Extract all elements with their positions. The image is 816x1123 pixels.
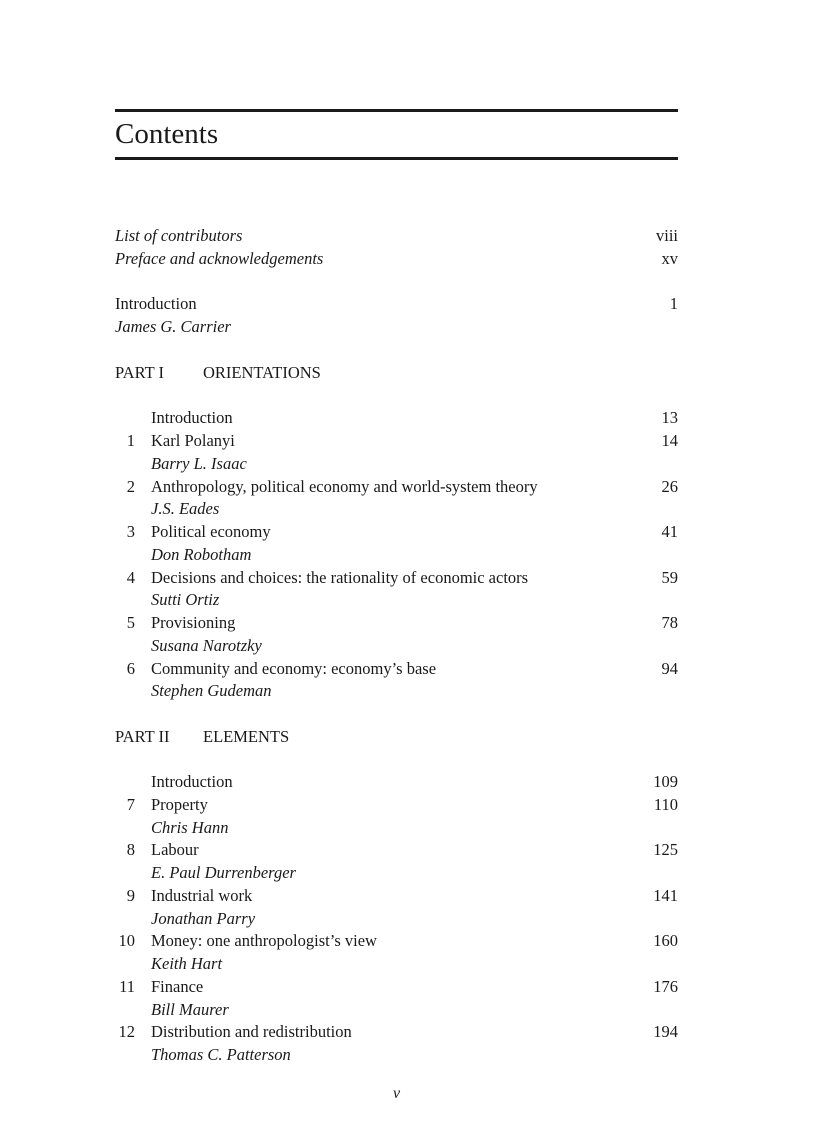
chapter-author: Keith Hart xyxy=(151,954,223,973)
entry-page: xv xyxy=(661,249,678,268)
chapter-number: 5 xyxy=(126,613,135,632)
page-number-folio: v xyxy=(392,1085,401,1102)
chapter-page: 160 xyxy=(653,931,678,950)
chapter-author: Jonathan Parry xyxy=(151,909,256,928)
toc-entry-chapter-6[interactable] xyxy=(115,657,678,680)
chapter-author-line xyxy=(115,816,678,839)
chapter-author-line xyxy=(115,452,678,475)
chapter-title: Decisions and choices: the rationality of economic actors xyxy=(151,568,529,587)
chapter-number: 6 xyxy=(126,659,135,678)
chapter-author: Sutti Ortiz xyxy=(151,590,220,609)
chapter-page: 194 xyxy=(653,1022,678,1041)
chapter-author-line xyxy=(115,998,678,1021)
toc-entry-preface[interactable] xyxy=(115,247,678,270)
chapter-author-line xyxy=(115,907,678,930)
toc-entry-chapter-3[interactable] xyxy=(115,520,678,543)
chapter-author: Barry L. Isaac xyxy=(151,454,247,473)
chapter-author: Chris Hann xyxy=(151,818,229,837)
toc-entry-chapter-2[interactable] xyxy=(115,475,678,498)
toc-entry-part2-introduction[interactable] xyxy=(115,770,678,793)
page-title: Contents xyxy=(115,118,219,150)
part-label: PART I xyxy=(115,363,164,382)
toc-entry-author xyxy=(115,315,678,338)
chapter-number: 1 xyxy=(126,431,135,450)
chapter-page: 41 xyxy=(661,522,678,541)
toc-entry-chapter-4[interactable] xyxy=(115,566,678,589)
chapter-title: Karl Polanyi xyxy=(151,431,235,450)
part-label: PART II xyxy=(115,727,170,746)
chapter-title: Political economy xyxy=(151,522,271,541)
toc-entry-chapter-7[interactable] xyxy=(115,793,678,816)
chapter-author-line xyxy=(115,588,678,611)
entry-page: 1 xyxy=(669,294,678,313)
chapter-number: 11 xyxy=(119,977,135,996)
chapter-author-line xyxy=(115,497,678,520)
toc-entry-chapter-10[interactable] xyxy=(115,929,678,952)
chapter-number: 2 xyxy=(126,477,135,496)
toc-entry-chapter-12[interactable] xyxy=(115,1020,678,1043)
entry-page: 13 xyxy=(661,408,678,427)
chapter-author-line xyxy=(115,861,678,884)
chapter-title: Distribution and redistribution xyxy=(151,1022,352,1041)
chapter-number: 8 xyxy=(126,840,135,859)
toc-entry-chapter-9[interactable] xyxy=(115,884,678,907)
chapter-page: 125 xyxy=(653,840,678,859)
chapter-author-line xyxy=(115,1043,678,1066)
chapter-author: E. Paul Durrenberger xyxy=(151,863,296,882)
toc-entry-chapter-5[interactable] xyxy=(115,611,678,634)
chapter-author: Stephen Gudeman xyxy=(151,681,272,700)
chapter-title: Community and economy: economy’s base xyxy=(151,659,437,678)
entry-title: Introduction xyxy=(151,408,233,427)
chapter-number: 9 xyxy=(126,886,135,905)
chapter-author-line xyxy=(115,952,678,975)
chapter-page: 26 xyxy=(661,477,678,496)
entry-title: Introduction xyxy=(151,772,233,791)
chapter-number: 10 xyxy=(118,931,135,950)
chapter-page: 78 xyxy=(661,613,678,632)
part-title: ELEMENTS xyxy=(203,727,290,746)
entry-page: 109 xyxy=(653,772,678,791)
chapter-title: Anthropology, political economy and world-system theory xyxy=(151,477,538,496)
chapter-page: 14 xyxy=(661,431,678,450)
chapter-author: Bill Maurer xyxy=(151,1000,229,1019)
chapter-title: Provisioning xyxy=(151,613,236,632)
entry-page: viii xyxy=(655,226,678,245)
chapter-title: Labour xyxy=(151,840,199,859)
chapter-title: Property xyxy=(151,795,208,814)
toc-entry-introduction[interactable] xyxy=(115,292,678,315)
entry-title: List of contributors xyxy=(115,226,243,245)
chapter-number: 7 xyxy=(126,795,135,814)
chapter-author-line xyxy=(115,634,678,657)
chapter-author-line xyxy=(115,543,678,566)
chapter-page: 94 xyxy=(661,659,678,678)
chapter-page: 110 xyxy=(653,795,678,814)
title-rule-bottom xyxy=(115,157,678,160)
chapter-title: Industrial work xyxy=(151,886,253,905)
chapter-author: Don Robotham xyxy=(151,545,252,564)
part-heading-2 xyxy=(115,725,678,748)
toc-entry-chapter-8[interactable] xyxy=(115,838,678,861)
chapter-page: 141 xyxy=(653,886,678,905)
chapter-author: J.S. Eades xyxy=(151,499,220,518)
chapter-title: Finance xyxy=(151,977,204,996)
chapter-number: 12 xyxy=(118,1022,135,1041)
toc-entry-chapter-1[interactable] xyxy=(115,429,678,452)
chapter-page: 176 xyxy=(653,977,678,996)
title-rule-top xyxy=(115,109,678,112)
chapter-title: Money: one anthropologist’s view xyxy=(151,931,377,950)
toc-entry-list-of-contributors[interactable] xyxy=(115,224,678,247)
entry-title: Preface and acknowledgements xyxy=(115,249,324,268)
chapter-number: 4 xyxy=(126,568,135,587)
chapter-author: Thomas C. Patterson xyxy=(151,1045,291,1064)
toc-entry-chapter-11[interactable] xyxy=(115,975,678,998)
toc-entry-part1-introduction[interactable] xyxy=(115,406,678,429)
entry-title: Introduction xyxy=(115,294,197,313)
chapter-page: 59 xyxy=(661,568,678,587)
entry-author: James G. Carrier xyxy=(115,317,231,336)
part-heading-1 xyxy=(115,361,678,384)
part-title: ORIENTATIONS xyxy=(203,363,321,382)
chapter-number: 3 xyxy=(126,522,135,541)
chapter-author: Susana Narotzky xyxy=(151,636,262,655)
chapter-author-line xyxy=(115,679,678,702)
